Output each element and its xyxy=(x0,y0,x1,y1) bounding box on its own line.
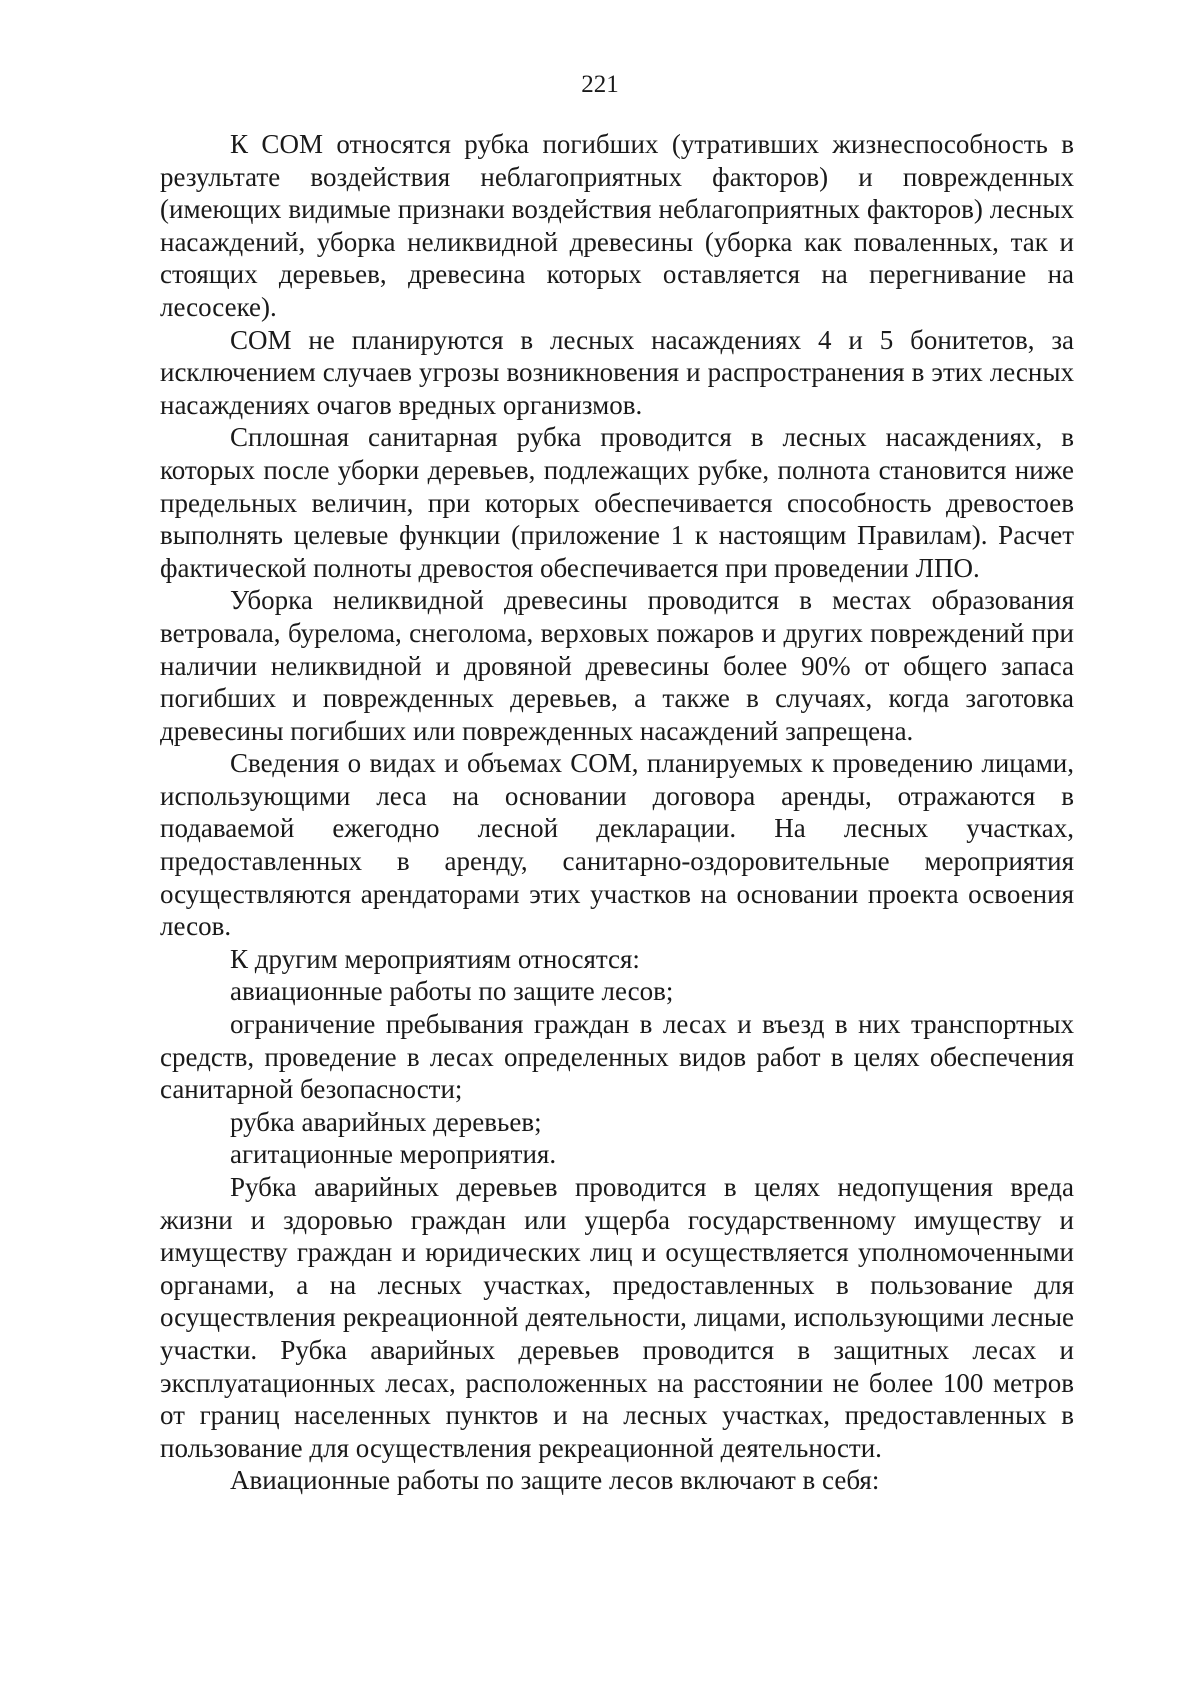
paragraph-som-not-planned: СОМ не планируются в лесных насаждениях 4 и 5 бонитетов, за исключением случаев угрозы возникновения и распространения в этих лесных насаждениях очагов вредных организмов. xyxy=(160,324,1074,420)
list-item-hazard-tree-felling: рубка аварийных деревьев; xyxy=(230,1106,542,1137)
paragraph-som-definition: К СОМ относятся рубка погибших (утративших жизнеспособность в результате воздействия неблагоприятных факторов) и поврежденных (имеющих видимые признаки воздействия неблагоприятных факторов) лесных насаждений, уборка неликвидной древесины (уборка как поваленных, так и стоящих деревьев, древесина которых оставляется на перегнивание на лесосеке). xyxy=(160,129,1074,322)
list-item-awareness-measures: агитационные мероприятия. xyxy=(230,1139,557,1170)
paragraph-som-lease-info: Сведения о видах и объемах СОМ, планируемых к проведению лицами, использующими леса на основании договора аренды, отражаются в подаваемой ежегодно лесной декларации. На лесных участках, предоставленных в аренду, санитарно-оздоровительные мероприятия осуществляются арендаторами этих участков на основании проекта освоения лесов. xyxy=(160,748,1074,942)
paragraph-other-measures-intro: К другим мероприятиям относятся: xyxy=(230,943,640,974)
paragraph-hazard-tree-felling: Рубка аварийных деревьев проводится в целях недопущения вреда жизни и здоровью граждан или ущерба государственному имуществу и имуществу граждан и юридических лиц и осуществляется уполномоченными органами, а на лесных участках, предоставленных в пользование для осуществления рекреационной деятельности, лицами, использующими лесные участки. Рубка аварийных деревьев проводится в защитных лесах и эксплуатационных лесах, расположенных на расстоянии не более 100 метров от границ населенных пунктов и на лесных участках, предоставленных в пользование для осуществления рекреационной деятельности. xyxy=(160,1172,1074,1463)
paragraph-clear-sanitary-felling: Сплошная санитарная рубка проводится в лесных насаждениях, в которых после уборки деревьев, подлежащих рубке, полнота становится ниже предельных величин, при которых обеспечивается способность древостоев выполнять целевые функции (приложение 1 к настоящим Правилам). Расчет фактической полноты древостоя обеспечивается при проведении ЛПО. xyxy=(160,422,1074,583)
page-number: 221 xyxy=(581,71,619,98)
list-item-access-restriction: ограничение пребывания граждан в лесах и въезд в них транспортных средств, проведение в лесах определенных видов работ в целях обеспечения санитарной безопасности; xyxy=(160,1009,1074,1105)
paragraph-illiquid-wood-removal: Уборка неликвидной древесины проводится в местах образования ветровала, бурелома, снеголома, верховых пожаров и других повреждений при наличии неликвидной и дровяной древесины более 90% от общего запаса погибших и поврежденных деревьев, а также в случаях, когда заготовка древесины погибших или поврежденных насаждений запрещена. xyxy=(160,585,1074,746)
body-text xyxy=(160,128,1074,1497)
paragraph-aviation-works-include: Авиационные работы по защите лесов включают в себя: xyxy=(230,1465,880,1496)
list-item-aviation-works: авиационные работы по защите лесов; xyxy=(230,976,674,1007)
